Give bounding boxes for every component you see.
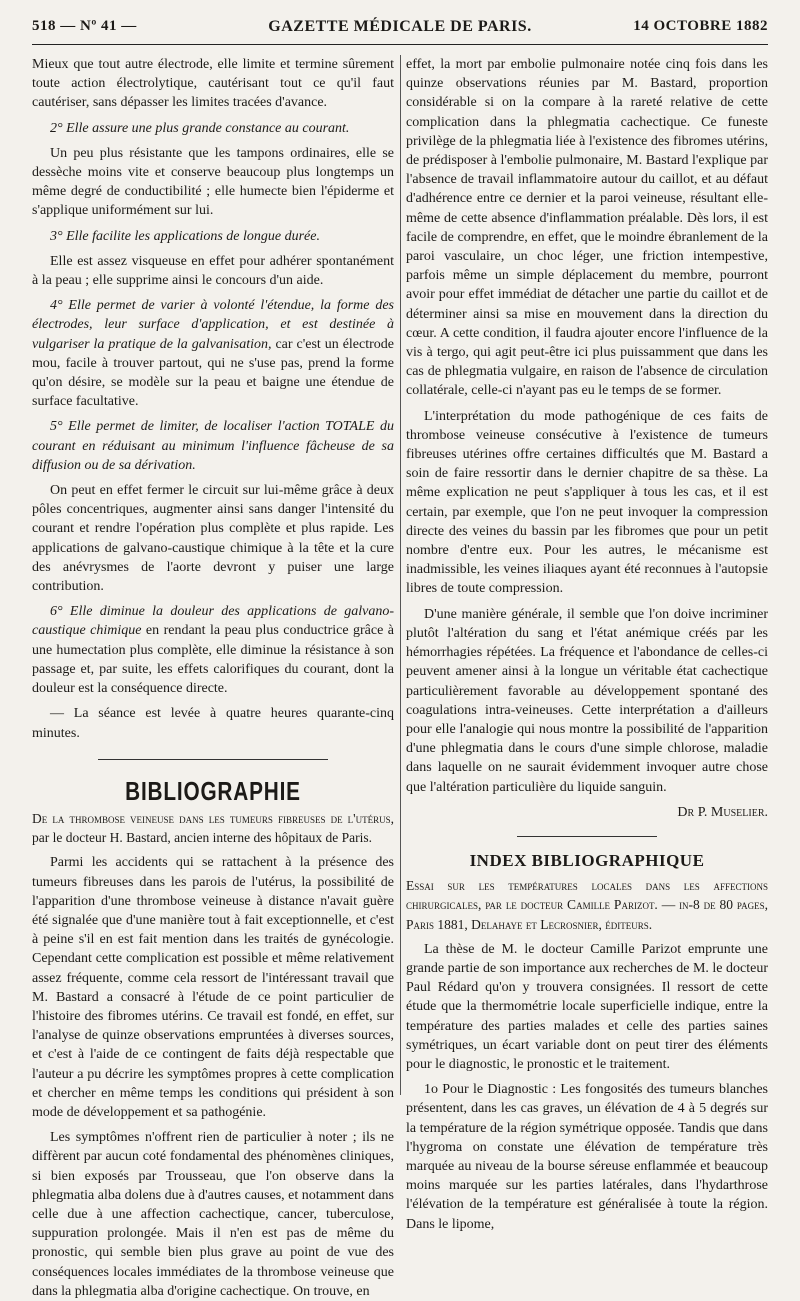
author-signature: Dr P. Muselier.	[677, 804, 768, 820]
left-column	[32, 55, 394, 1299]
paragraph: 1o Pour le Diagnostic : Les fongosités des tumeurs blanches présentent, dans les cas graves, un élévation de 4 à 5 degrés sur la température de la région symétrique opposée. Tandis que dans l'hygroma on constate une élévation de température très marquée au niveau de la bourse séreuse enflammée et beaucoup moins marquée sur les parties latérales, dans l'hydarthrose l'élévation de la température est généralisée à toute la région. Dans le lipome,	[406, 1082, 768, 1232]
paragraph: Parmi les accidents qui se rattachent à la présence des tumeurs fibreuses dans les parois de l'utérus, la possibilité de l'apparition d'une thrombose veineuse à distance n'avait guère été signalée que d'une manière tout à fait exceptionnelle, et c'est à peine s'il en est fait mention dans les traités de gynécologie. Cependant cette complication est possible et même relativement assez fréquente, comme cela ressort de l'intéressant travail que M. Bastard a consacré à l'étude de ce point particulier de l'histoire des fibromes utérins. Ce travail est fondé, en effet, sur l'analyse de quinze observations empruntées à diverses sources, et c'est à l'aide de ce contingent de faits déjà respectable que l'auteur a pu décrire les symptômes propres à cette complication et chercher en même temps les conditions qui président à son mode de développement et sa pathogénie.	[32, 855, 394, 1120]
paragraph: effet, la mort par embolie pulmonaire notée cinq fois dans les quinze observations réunies par M. Bastard, proportion considérable si on la compare à la rareté relative de cette complication dans la phlegmatia cachectique. Ce funeste privilège de la phlegmatia liée à l'existence des fibromes utérins, de prédisposer à l'embolie pulmonaire, M. Bastard l'explique par l'absence de travail inflammatoire autour du caillot, et au défaut d'adhérence entre ce dernier et la paroi veineuse, résultant elle-même de cette absence d'inflammation préalable. Dès lors, il est facile de comprendre, en effet, que le moindre ébranlement de la paroi vasculaire, un choc léger, une friction intempestive, parfois même un simple déplacement du membre, pourront avoir pour effet immédiat de détacher une partie du caillot et de déterminer ainsi sa mise en mouvement dans la direction du cœur. A cette condition, il faudra ajouter encore l'influence de la vis à tergo, qui agit peut-être ici plus puissamment que dans les cas de phlegmatia vulgaire, en raison de l'absence de circulation collatérale, celle-ci n'ayant pas eu le temps de se former.	[406, 57, 768, 399]
running-head	[32, 18, 768, 42]
page-number: 518 — Nº 41 —	[32, 18, 137, 34]
point-heading: 3° Elle facilite les applications de longue durée.	[50, 228, 320, 244]
paragraph: — La séance est levée à quatre heures quarante-cinq minutes.	[32, 706, 394, 741]
bibliography-entry: De la thrombose veineuse dans les tumeurs fibreuses de l'utérus, par le docteur H. Bastard, ancien interne des hôpitaux de Paris.	[32, 810, 394, 846]
right-column	[406, 55, 768, 1232]
paragraph: D'une manière générale, il semble que l'on doive incriminer plutôt l'altération du sang et l'état anémique créés par les hémorrhagies répétées. La fréquence et l'abondance de celles-ci peuvent amener ainsi à la longue un véritable état cachectique particulièrement favorable au développement spontané des coagulations intra-veineuses. Cette interprétation a d'ailleurs pour elle l'analogie qui nous montre la possibilité de l'apparition d'une phlegmatia dans le cours d'une simple chlorose, maladie dans laquelle on ne saurait évidemment invoquer autre chose que l'altération particulière du liquide sanguin.	[406, 606, 768, 795]
journal-title: GAZETTE MÉDICALE DE PARIS.	[268, 18, 532, 35]
paragraph: La thèse de M. le docteur Camille Parizot emprunte une grande partie de son importance aux recherches de M. le docteur Paul Rédard qu'on y trouvera consignées. Il ressort de cette étude que la thermométrie locale superficielle indique, entre la température des parties malades et celle des parties saines symétriques, un écart variable dont on peut tirer des éléments pour le diagnostic, le pronostic et le traitement.	[406, 941, 768, 1072]
section-rule	[98, 759, 328, 760]
column-divider	[400, 55, 401, 1095]
paragraph: Les symptômes n'offrent rien de particulier à noter ; ils ne diffèrent par aucun coté fondamental des phénomènes cliniques, si bien exposés par Trousseau, que l'on observe dans la phlegmatia alba dolens due à d'autres causes, et notamment dans celle due à une affection cachectique, cancer, tuberculose, suppuration prolongée. Mais il n'en est pas de même du pronostic, qui semble bien plus grave au point de vue des conséquences locales immédiates de la thrombose veineuse que dans la phlegmatia alba d'origine cachectique. On trouve, en	[32, 1130, 394, 1299]
section-rule	[517, 836, 657, 837]
point-paragraph: 4° Elle permet de varier à volonté l'étendue, la forme des électrodes, leur surface d'application, et est destinée à vulgariser la pratique de la galvanisation, car c'est un électrode mou, facile à trouver partout, qui ne s'use pas, prend la forme qu'on désire, se modèle sur la peau et baigne une étendue de surface facultative.	[32, 298, 394, 410]
index-title: INDEX BIBLIOGRAPHIQUE	[469, 850, 705, 870]
paragraph: Mieux que tout autre électrode, elle limite et termine sûrement toute action électrolytique, cautérisant tout ce qu'il faut cautériser, sans dépasser les limites tracées d'avance.	[32, 57, 394, 111]
paragraph: On peut en effet fermer le circuit sur lui-même grâce à deux pôles concentriques, augmenter ainsi sans danger l'intensité du courant et rendre l'opération plus complète et plus rapide. Les applications de galvano-caustique chimique à la tête et la cure des anévrysmes de l'aorte devront y puiser une large contribution.	[32, 483, 394, 595]
point-heading: 2° Elle assure une plus grande constance au courant.	[50, 120, 350, 136]
section-title: BIBLIOGRAPHIE	[125, 775, 301, 806]
header-rule	[32, 44, 768, 45]
paragraph: Un peu plus résistante que les tampons ordinaires, elle se dessèche moins vite et conserve beaucoup plus longtemps un même degré de conductibilité ; elle humecte bien l'épiderme et s'applique uniformément sur lui.	[32, 145, 394, 219]
point-heading: 5° Elle permet de limiter, de localiser l'action TOTALE du courant en réduisant au minimum l'influence fâcheuse de sa diffusion ou de sa dérivation.	[32, 419, 394, 473]
point-paragraph: 6° Elle diminue la douleur des applications de galvano-caustique chimique en rendant la peau plus conductrice grâce à une humectation plus complète, elle diminue la résistance à son passage et, par suite, les effets calorifiques du courant, dont la douleur est la conséquence directe.	[32, 604, 394, 697]
issue-date: 14 OCTOBRE 1882	[633, 18, 768, 34]
index-entry: Essai sur les températures locales dans les affections chirurgicales, par le docteur Camille Parizot. — in-8 de 80 pages, Paris 1881, Delahaye et Lecrosnier, éditeurs.	[406, 878, 768, 932]
paragraph: Elle est assez visqueuse en effet pour adhérer spontanément à la peau ; elle supprime ainsi le concours d'un aide.	[32, 253, 394, 289]
paragraph: L'interprétation du mode pathogénique de ces faits de thrombose veineuse consécutive à l'existence de tumeurs fibreuses utérines offre certaines difficultés que M. Bastard a soin de faire ressortir dans le dernier chapitre de sa thèse. La même explication ne peut s'appliquer à tous les cas, et il est certain, par exemple, que l'on ne peut invoquer la compression directe des veines du bassin par les fibromes que pour un petit nombre d'entre eux. Pour les autres, le mécanisme est inadmissible, les veines iliaques ayant été reconnues à l'autopsie libres de toute compression.	[406, 408, 768, 597]
